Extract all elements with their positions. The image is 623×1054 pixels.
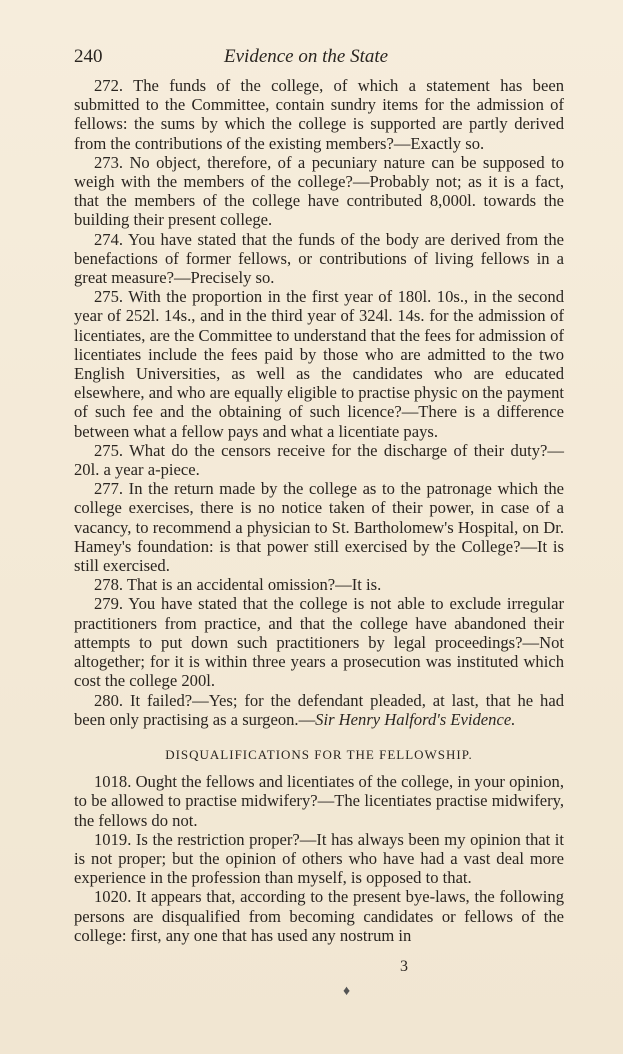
section-heading: DISQUALIFICATIONS FOR THE FELLOWSHIP.: [165, 746, 473, 762]
paragraph-275b: 275. What do the censors receive for the discharge of their duty?—20l. a year a-piece.: [74, 440, 564, 480]
paragraph-278: 278. That is an accidental omission?—It is.: [94, 575, 382, 595]
signature-mark: 3: [400, 958, 408, 975]
paragraph-280: [74, 691, 564, 729]
paragraph-1018: 1018. Ought the fellows and licentiates of the college, in your opinion, to be allowed to practise midwifery?—The licentiates practise midwifery, the fellows do not.: [74, 772, 564, 830]
paragraph-279: 279. You have stated that the college is not able to exclude irregular practitioners from practice, and that the college have abandoned their attempts to put down such practitioners by legal proceedings?—Not altogether; for it is within three years a prosecution was instituted which cost the college 200l.: [74, 594, 564, 691]
page-number: 240: [74, 46, 103, 67]
paragraph-1019: 1019. Is the restriction proper?—It has always been my opinion that it is not proper; but the opinion of others who have had a vast deal more experience in the profession than myself, is opposed to that.: [74, 829, 564, 888]
paragraph-275: 275. With the proportion in the first year of 180l. 10s., in the second year of 252l. 14s., and in the third year of 324l. 14s. for the admission of licentiates, are the Committee to understand that the fees for admission of licentiates include the fees paid by those who are admitted to the two English Universities, as well as the candidates who are educated elsewhere, and who are equally eligible to practise physic on the payment of such fee and the obtaining of such licence?—There is a difference between what a fellow pays and what a licentiate pays.: [74, 287, 564, 441]
page-header: [74, 46, 564, 70]
running-title: Evidence on the State: [224, 46, 389, 67]
footer-mark: ♦: [343, 984, 351, 999]
paragraph-272: 272. The funds of the college, of which a statement has been submitted to the Committee, contain sundry items for the admission of fellows: the sums by which the college is supported are partly derived from the contributions of the existing members?—Exactly so.: [74, 76, 564, 153]
page-body: [74, 76, 564, 945]
paragraph-274: 274. You have stated that the funds of the body are derived from the benefactions of former fellows, or contributions of living fellows in a great measure?—Precisely so.: [74, 229, 564, 288]
paragraph-277: 277. In the return made by the college as to the patronage which the college exercises, there is no notice taken of their power, in case of a vacancy, to recommend a physician to St. Bartholomew's Hospital, on Dr. Hamey's foundation: is that power still exercised by the College?—It is still exercised.: [74, 479, 564, 576]
paragraph-280-text: 280. It failed?—Yes; for the defendant pleaded, at last, that he had been only practising as a surgeon.—: [74, 690, 564, 729]
paragraph-273: 273. No object, therefore, of a pecuniary nature can be supposed to weigh with the members of the college?—Probably not; as it is a fact, that the members of the college have contributed 8,000l. towards the building their present college.: [74, 152, 564, 230]
evidence-attribution: Sir Henry Halford's Evidence.: [315, 709, 516, 729]
paragraph-1020: 1020. It appears that, according to the present bye-laws, the following persons are disqualified from becoming candidates or fellows of the college: first, any one that has used any nostrum in: [74, 887, 564, 945]
